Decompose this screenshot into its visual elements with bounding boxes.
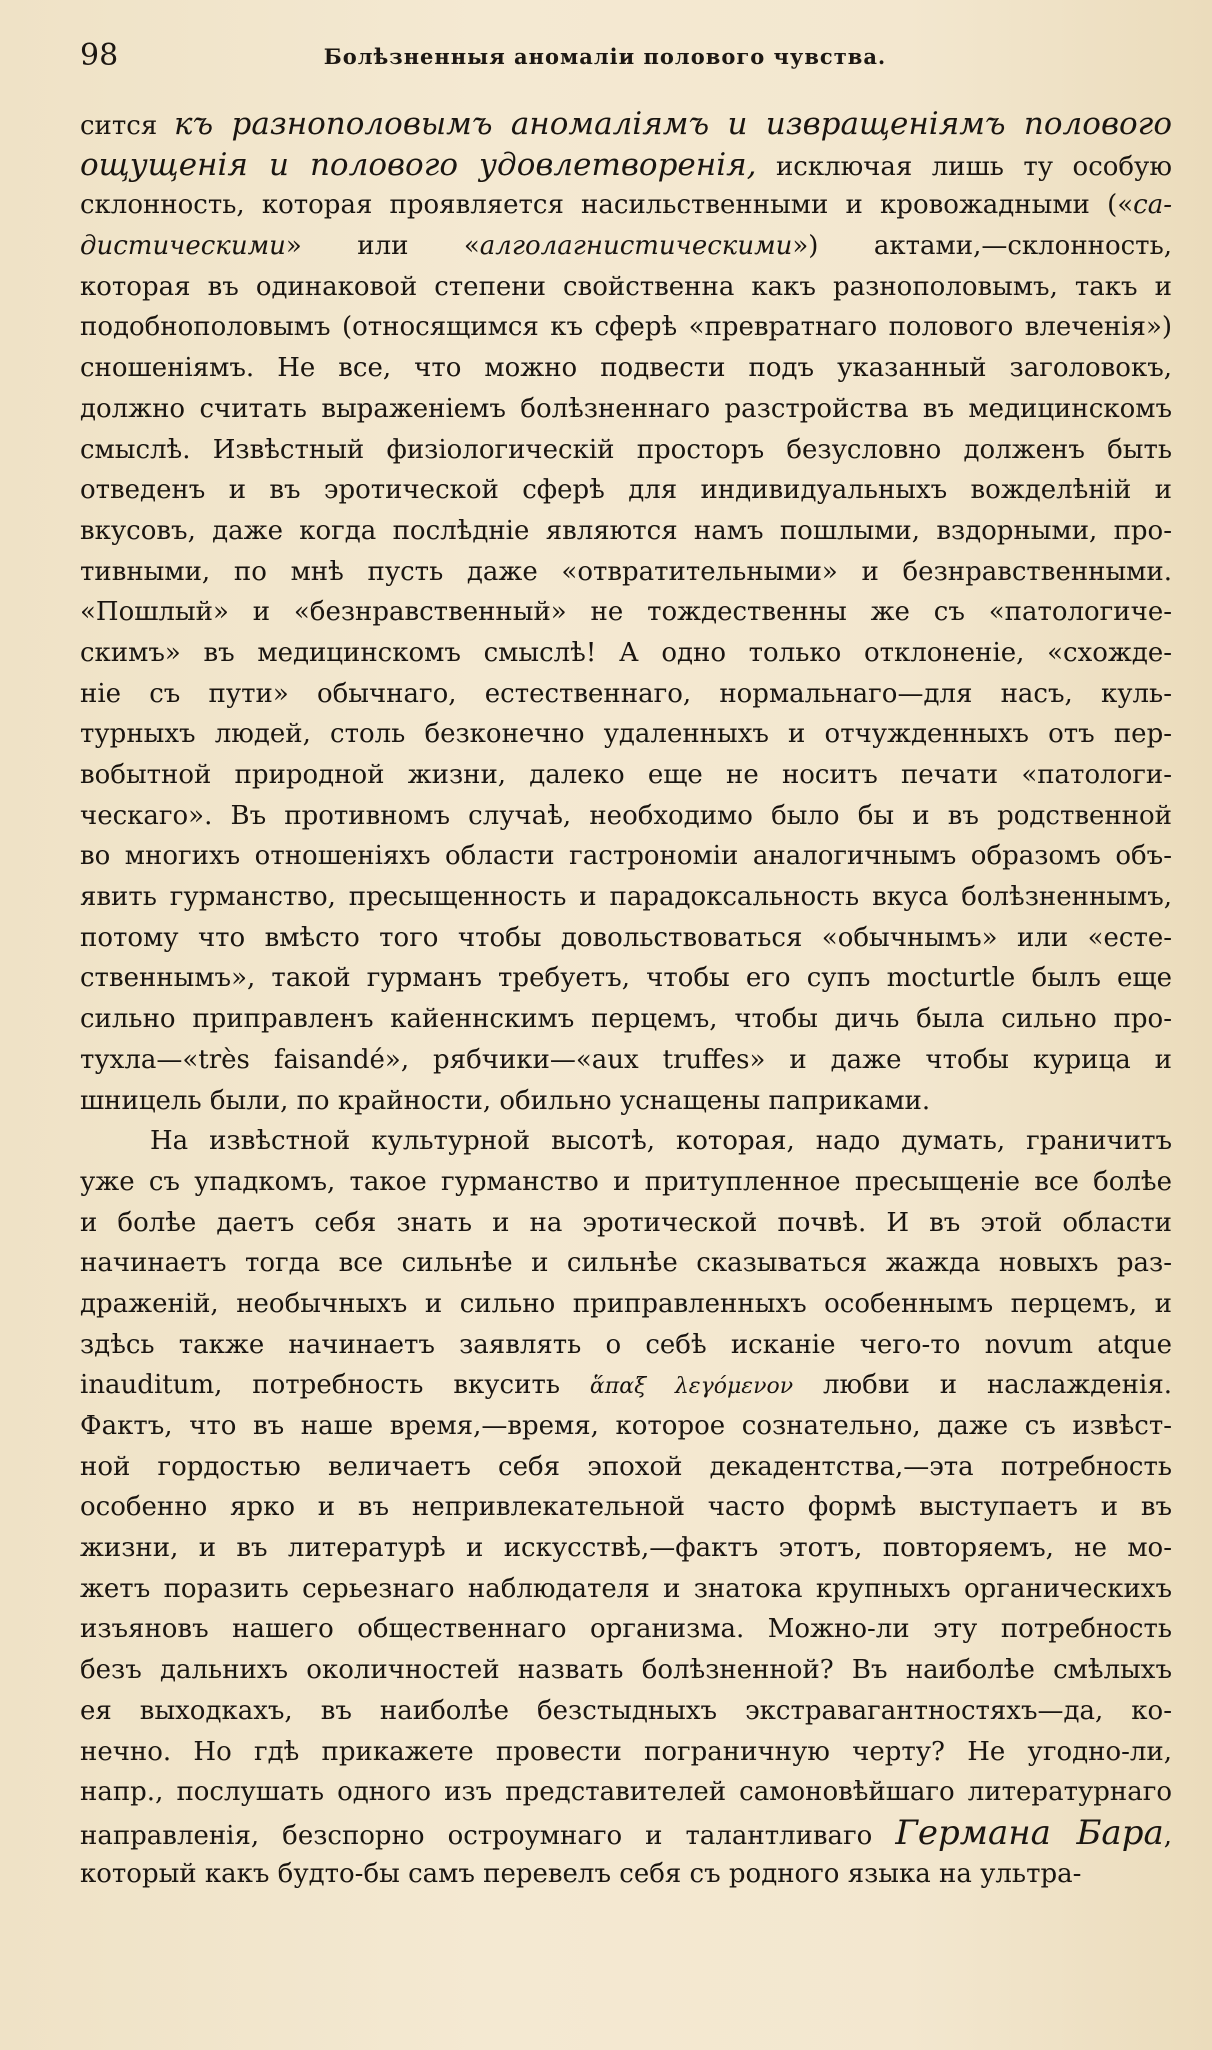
text-line [80, 145, 1172, 186]
text-line [80, 877, 1172, 918]
text-segment: которая въ одинаковой степени свойственна какъ разнополовымъ, такъ и [80, 271, 1172, 302]
text-line [80, 836, 1172, 877]
text-line [80, 1243, 1172, 1284]
text-segment: , [1163, 1820, 1172, 1851]
text-segment: и болѣе даетъ себя знать и на эротической почвѣ. И въ этой области [80, 1207, 1172, 1238]
text-line [80, 1569, 1172, 1610]
text-segment: любви и наслажденія. [793, 1370, 1172, 1401]
text-line [80, 1772, 1172, 1813]
text-segment: ственнымъ», такой гурманъ требуетъ, чтобы его супъ [80, 963, 887, 994]
text-segment: особенно ярко и въ непривлекательной часто формѣ выступаетъ и въ [80, 1492, 1172, 1523]
text-segment: скимъ» въ медицинскомъ смыслѣ! А одно только отклоненіе, «схожде- [80, 637, 1172, 668]
text-line [80, 430, 1172, 471]
text-segment: склонность, которая проявляется насильственными и кровожадными (« [80, 190, 1134, 221]
text-segment: подобнополовымъ (относящимся къ сферѣ «превратнаго полового влеченія») [80, 312, 1172, 343]
text-line [80, 552, 1172, 593]
text-line [80, 511, 1172, 552]
text-segment: «Пошлый» и «безнравственный» не тождественны же съ «патологиче- [80, 597, 1172, 628]
text-segment: должно считать выраженіемъ болѣзненнаго разстройства въ медицинскомъ [80, 393, 1172, 424]
text-segment: дистическими [80, 231, 286, 262]
text-segment: » или « [285, 231, 480, 262]
page-number: 98 [80, 38, 119, 73]
text-segment: novum atque [984, 1329, 1172, 1360]
text-line [80, 1121, 1172, 1162]
text-segment: сношеніямъ. Не все, что можно подвести подъ указанный заголовокъ, [80, 353, 1172, 384]
text-line [80, 796, 1172, 837]
text-segment: былъ еще [1015, 963, 1172, 994]
text-line [80, 1528, 1172, 1569]
text-line [80, 185, 1172, 226]
text-line [80, 633, 1172, 674]
text-line [80, 1162, 1172, 1203]
text-segment: безъ дальнихъ околичностей назвать болѣзненной? Въ наиболѣе смѣлыхъ [80, 1655, 1172, 1686]
text-line [80, 1854, 1172, 1895]
text-line [80, 267, 1172, 308]
text-segment: тивными, по мнѣ пусть даже «отвратительными» и безнравственными. [80, 556, 1172, 587]
running-head: Болѣзненныя аномаліи полового чувства. [323, 44, 887, 69]
text-line [80, 1609, 1172, 1650]
text-segment: ніе съ пути» обычнаго, естественнаго, нормальнаго—для насъ, куль- [80, 678, 1172, 709]
text-segment: начинаетъ тогда все сильнѣе и сильнѣе сказываться жажда новыхъ раз- [80, 1248, 1172, 1279]
text-line [80, 1040, 1172, 1081]
text-segment: здѣсь также начинаетъ заявлять о себѣ исканіе чего-то [80, 1329, 985, 1360]
text-segment: », рябчики—« [384, 1044, 592, 1075]
text-line [80, 1284, 1172, 1325]
text-segment: явить гурманство, пресыщенность и парадоксальность вкуса болѣзненнымъ, [80, 882, 1172, 913]
text-segment: вкусовъ, даже когда послѣдніе являются намъ пошлыми, вздорными, про- [80, 515, 1172, 546]
text-line [80, 1487, 1172, 1528]
text-line [80, 470, 1172, 511]
text-segment: къ разнополовымъ аномаліямъ и извращеніямъ полового [173, 106, 1172, 142]
text-segment: отведенъ и въ эротической сферѣ для индивидуальныхъ вожделѣній и [80, 475, 1172, 506]
text-segment: вобытной природной жизни, далеко еще не носитъ печати «патологи- [80, 760, 1172, 790]
text-segment: très faisandé [198, 1044, 385, 1075]
text-segment: » и даже чтобы курица и [749, 1044, 1172, 1075]
page-header [80, 36, 1160, 76]
text-line [80, 1447, 1172, 1488]
text-segment: драженій, необычныхъ и сильно приправленныхъ особеннымъ перцемъ, и [80, 1288, 1172, 1319]
text-segment: ческаго». Въ противномъ случаѣ, необходимо было бы и въ родственной [80, 800, 1172, 831]
text-segment: ея выходкахъ, въ наиболѣе безстыдныхъ экстравагантностяхъ—да, ко- [80, 1695, 1172, 1726]
text-segment: ») актами,—склонность, [792, 231, 1172, 262]
text-line [80, 674, 1172, 715]
text-line [80, 1365, 1172, 1406]
text-line [80, 918, 1172, 959]
text-segment: ной гордостью величаетъ себя эпохой декадентства,—эта потребность [80, 1451, 1172, 1482]
text-line [80, 1650, 1172, 1691]
text-segment: mocturtle [886, 963, 1016, 994]
text-segment: который какъ будто-бы самъ перевелъ себя съ родного языка на ультра- [80, 1858, 1082, 1889]
text-segment: смыслѣ. Извѣстный физіологическій просторъ безусловно долженъ быть [80, 434, 1172, 465]
text-segment: шницель были, по крайности, обильно уснащены паприками. [80, 1085, 931, 1116]
text-line [80, 714, 1172, 755]
text-segment: потому что вмѣсто того чтобы довольствоваться «обычнымъ» или «есте- [80, 922, 1172, 953]
text-line [80, 1406, 1172, 1447]
text-line [80, 1732, 1172, 1773]
text-line [80, 1691, 1172, 1732]
text-segment: жетъ поразить серьезнаго наблюдателя и знатока крупныхъ органическихъ [80, 1573, 1172, 1604]
text-segment: На извѣстной культурной высотѣ, которая, надо думать, граничитъ [150, 1126, 1172, 1157]
text-segment: , потребность вкусить [214, 1370, 590, 1401]
text-segment: турныхъ людей, столь безконечно удаленныхъ и отчужденныхъ отъ пер- [80, 719, 1172, 750]
text-line [80, 1813, 1172, 1854]
text-line [80, 592, 1172, 633]
text-line [80, 226, 1172, 267]
text-segment: изъяновъ нашего общественнаго организма. Можно-ли эту потребность [80, 1614, 1172, 1645]
text-line [80, 389, 1172, 430]
text-segment: нечно. Но гдѣ прикажете провести пограничную черту? Не угодно-ли, [80, 1736, 1172, 1767]
text-segment: aux truffes [591, 1044, 750, 1075]
text-segment: Германа Бара [895, 1812, 1164, 1853]
text-line [80, 1203, 1172, 1244]
text-segment: Фактъ, что въ наше время,—время, которое сознательно, даже съ извѣст- [80, 1411, 1172, 1441]
text-segment: inauditum [80, 1370, 215, 1401]
text-segment: исключая лишь ту особую [756, 151, 1172, 182]
text-line [80, 307, 1172, 348]
text-line [80, 348, 1172, 389]
text-line [80, 999, 1172, 1040]
text-segment: жизни, и въ литературѣ и искусствѣ,—фактъ этотъ, повторяемъ, не мо- [80, 1533, 1172, 1564]
text-segment: сильно приправленъ кайеннскимъ перцемъ, чтобы дичь была сильно про- [80, 1004, 1172, 1035]
text-segment: уже съ упадкомъ, такое гурманство и притупленное пресыщеніе все болѣе [80, 1166, 1172, 1197]
text-line [80, 1081, 1172, 1122]
text-segment: во многихъ отношеніяхъ области гастрономіи аналогичнымъ образомъ объ- [80, 841, 1172, 872]
body-text [80, 104, 1172, 1894]
text-segment: напр., послушать одного изъ представителей самоновѣйшаго литературнаго [80, 1777, 1172, 1808]
text-segment: алголагнистическими [479, 231, 793, 262]
text-line [80, 104, 1172, 145]
text-segment: са- [1133, 190, 1172, 221]
text-segment: ощущенія и полового удовлетворенія, [80, 146, 757, 183]
text-segment: сится [80, 111, 174, 141]
text-line [80, 958, 1172, 999]
text-segment: ἅπαξ λεγόμενον [589, 1374, 794, 1400]
text-segment: направленія, безспорно остроумнаго и талантливаго [80, 1820, 896, 1851]
text-line [80, 1325, 1172, 1366]
text-line [80, 755, 1172, 796]
text-segment: тухла—« [80, 1044, 199, 1075]
